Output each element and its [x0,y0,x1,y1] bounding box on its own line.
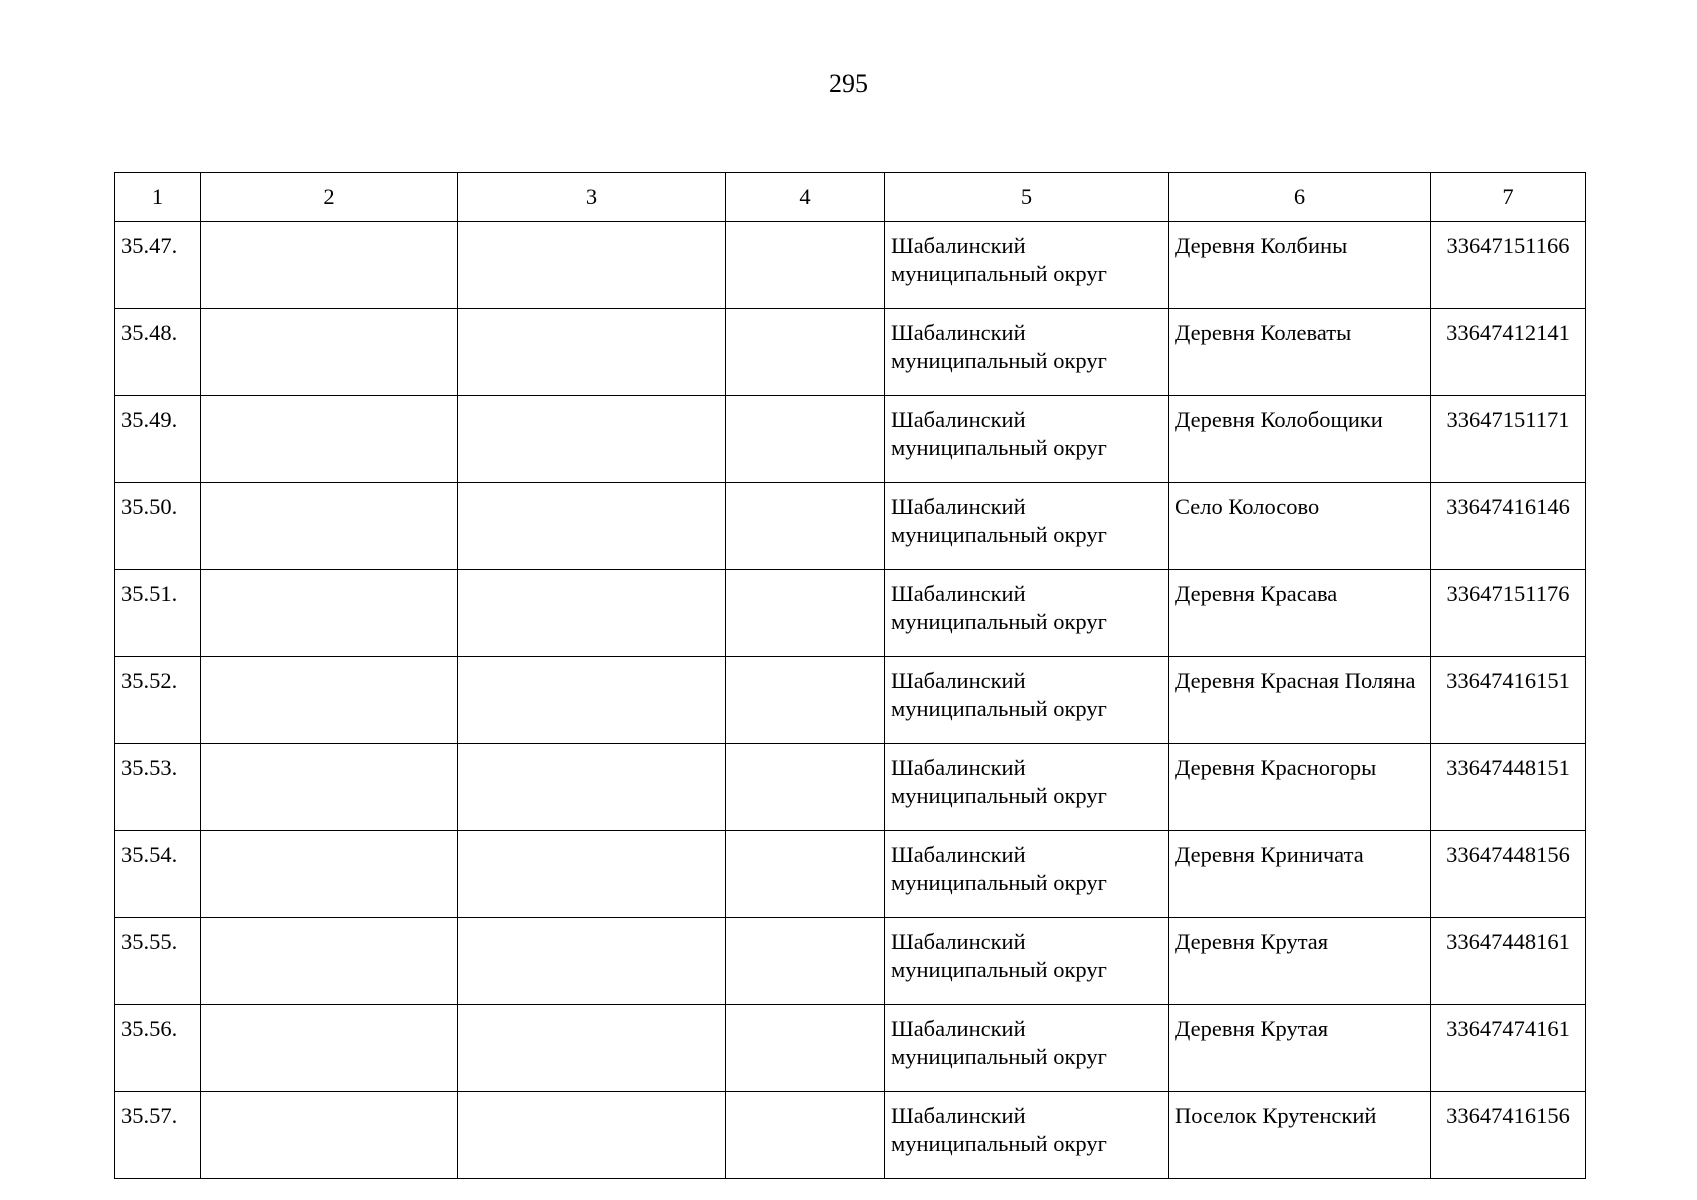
district-cell: Шабалинский муниципальный округ [885,1005,1169,1092]
cell-col-3 [458,1092,726,1179]
header-row [115,173,1586,222]
district-cell: Шабалинский муниципальный округ [885,570,1169,657]
locality-cell: Деревня Колбины [1169,222,1431,309]
locality-cell: Деревня Криничата [1169,831,1431,918]
header-cell-2: 2 [201,173,458,222]
cell-col-4 [726,918,885,1005]
cell-col-2 [201,570,458,657]
code-cell: 33647448151 [1431,744,1586,831]
district-cell: Шабалинский муниципальный округ [885,831,1169,918]
code-cell: 33647416146 [1431,483,1586,570]
row-number: 35.50. [115,483,201,570]
code-cell: 33647412141 [1431,309,1586,396]
row-number: 35.51. [115,570,201,657]
row-number: 35.47. [115,222,201,309]
table-row [115,570,1586,657]
header-cell-4: 4 [726,173,885,222]
district-cell: Шабалинский муниципальный округ [885,309,1169,396]
district-cell: Шабалинский муниципальный округ [885,222,1169,309]
cell-col-3 [458,657,726,744]
cell-col-2 [201,396,458,483]
cell-col-2 [201,222,458,309]
table-row [115,483,1586,570]
table-row [115,918,1586,1005]
table-row [115,1092,1586,1179]
cell-col-3 [458,396,726,483]
row-number: 35.52. [115,657,201,744]
header-cell-5: 5 [885,173,1169,222]
district-cell: Шабалинский муниципальный округ [885,396,1169,483]
row-number: 35.49. [115,396,201,483]
code-cell: 33647151176 [1431,570,1586,657]
table-row [115,309,1586,396]
cell-col-3 [458,918,726,1005]
cell-col-4 [726,570,885,657]
header-cell-6: 6 [1169,173,1431,222]
row-number: 35.54. [115,831,201,918]
table-row [115,831,1586,918]
locality-cell: Деревня Крутая [1169,918,1431,1005]
district-cell: Шабалинский муниципальный округ [885,744,1169,831]
cell-col-2 [201,1005,458,1092]
code-cell: 33647151166 [1431,222,1586,309]
cell-col-2 [201,483,458,570]
district-cell: Шабалинский муниципальный округ [885,918,1169,1005]
row-number: 35.53. [115,744,201,831]
code-cell: 33647151171 [1431,396,1586,483]
cell-col-3 [458,1005,726,1092]
cell-col-4 [726,831,885,918]
locality-cell: Село Колосово [1169,483,1431,570]
locality-cell: Деревня Колеваты [1169,309,1431,396]
cell-col-3 [458,744,726,831]
code-cell: 33647474161 [1431,1005,1586,1092]
cell-col-3 [458,570,726,657]
cell-col-4 [726,309,885,396]
cell-col-4 [726,396,885,483]
locality-cell: Поселок Крутенский [1169,1092,1431,1179]
cell-col-3 [458,831,726,918]
table-row [115,1005,1586,1092]
table-row [115,657,1586,744]
locality-cell: Деревня Крутая [1169,1005,1431,1092]
cell-col-3 [458,309,726,396]
cell-col-4 [726,657,885,744]
row-number: 35.56. [115,1005,201,1092]
cell-col-4 [726,483,885,570]
header-cell-3: 3 [458,173,726,222]
table-row [115,222,1586,309]
district-cell: Шабалинский муниципальный округ [885,483,1169,570]
code-cell: 33647448161 [1431,918,1586,1005]
cell-col-4 [726,1092,885,1179]
cell-col-2 [201,831,458,918]
district-cell: Шабалинский муниципальный округ [885,657,1169,744]
locality-cell: Деревня Колобощики [1169,396,1431,483]
header-cell-7: 7 [1431,173,1586,222]
row-number: 35.48. [115,309,201,396]
district-cell: Шабалинский муниципальный округ [885,1092,1169,1179]
cell-col-4 [726,222,885,309]
table-row [115,744,1586,831]
locality-cell: Деревня Красногоры [1169,744,1431,831]
register-table [114,172,1586,1179]
code-cell: 33647416156 [1431,1092,1586,1179]
locality-cell: Деревня Красава [1169,570,1431,657]
cell-col-2 [201,918,458,1005]
cell-col-3 [458,483,726,570]
row-number: 35.57. [115,1092,201,1179]
cell-col-2 [201,744,458,831]
header-cell-1: 1 [115,173,201,222]
cell-col-4 [726,744,885,831]
page-number: 295 [829,69,868,98]
cell-col-4 [726,1005,885,1092]
code-cell: 33647416151 [1431,657,1586,744]
cell-col-2 [201,309,458,396]
row-number: 35.55. [115,918,201,1005]
code-cell: 33647448156 [1431,831,1586,918]
cell-col-2 [201,657,458,744]
locality-cell: Деревня Красная Поляна [1169,657,1431,744]
table-row [115,396,1586,483]
cell-col-3 [458,222,726,309]
cell-col-2 [201,1092,458,1179]
